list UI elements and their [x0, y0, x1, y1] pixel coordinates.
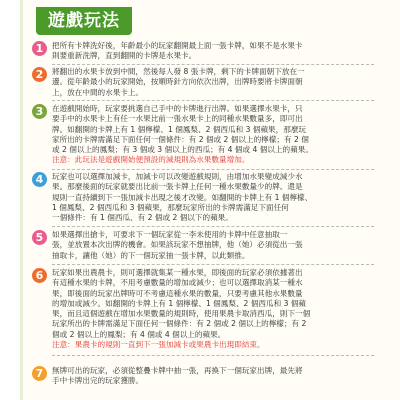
- divider: [52, 64, 374, 65]
- step-text-line: 在遊戲開始時，玩家要挑選自己手中的卡牌進行出牌。如果選擇水果卡，只: [52, 104, 303, 113]
- step-text-line: 手中卡牌出完的玩家獲勝。: [52, 376, 144, 386]
- step-number-badge: 5: [32, 230, 47, 245]
- step-text-line: 1 個鳳梨、2 個西瓜和 3 個蘋果，那麼玩家所出的卡牌需滿足下面任何: [52, 202, 289, 212]
- step-text-line: 張，並放置本次出牌的機會。如果該玩家不想抽牌，他（她）必須從出一張: [52, 240, 303, 250]
- step-text-line: 玩家也可以選擇加減卡，加減卡可以改變遊戲規則，由增加水果變成減少水: [52, 172, 303, 181]
- step-note: 注意：果農卡的規則一直到下一張加減卡或果農卡出現即結束。: [52, 340, 265, 350]
- step-text-line: 一個條件：有 1 個西瓜、有 2 個或 2 個以下的蘋果。: [52, 213, 233, 223]
- step-number-badge: 1: [32, 41, 47, 56]
- divider: [52, 169, 374, 170]
- step-text-line: 個或 2 個以上的鳳梨；有 4 個或 4 個以上的蘋果。: [52, 329, 226, 339]
- step-text-line: 的增加或減少。如翻開的卡牌上有 1 個檸檬、1 個鳳梨、2 個西瓜和 3 個蘋: [52, 298, 307, 308]
- step-4: [35, 172, 374, 223]
- divider: [52, 264, 374, 265]
- page-title: 遊戲玩法: [36, 7, 132, 35]
- step-text-line: 要手中的水果卡上有任一水果比前一張水果卡上的同種水果數量多，即可出: [52, 114, 303, 124]
- step-text-line: 玩家如果出農農卡，則可選擇就集某一種水果，即後面的玩家必須依據著出: [52, 268, 303, 277]
- step-number-badge: 2: [32, 67, 47, 82]
- step-text-line: 玩家所出的卡牌需滿足下面任何一個條件：有 2 個或 2 個以上的檸檬；有 2: [52, 319, 307, 329]
- step-text-line: 將翻出的水果卡放到中間，然後每人發 8 張卡牌，剩下的卡牌面朝下放在一: [52, 67, 305, 76]
- step-text-line: 如果選擇出搶卡，可要求下一個玩家從一李未使用的卡牌中任意抽取一: [52, 230, 288, 239]
- step-6: [35, 268, 374, 350]
- step-number-badge: 7: [32, 366, 47, 381]
- step-number-badge: 3: [32, 104, 47, 119]
- step-1: [35, 41, 374, 62]
- step-7: [35, 366, 374, 387]
- step-3: [35, 104, 374, 166]
- divider: [52, 226, 374, 227]
- step-text-line: 果，即後面的玩家出牌時可不考慮這種水果的數量，只要考慮其他水果數量: [52, 288, 303, 298]
- step-text-line: 無牌可出的玩家，必須從整疊卡牌中抽一張，再換下一個玩家出牌，最先將: [52, 366, 303, 375]
- step-note: 注意：此玩法是遊戲開始便預設的減規則為水果數量增加。: [52, 155, 250, 165]
- step-text-line: 或 2 個以上的鳳梨；有 3 個或 3 個以上的西瓜；有 4 個或 4 個以上的蘋果。: [52, 145, 313, 155]
- step-2: [35, 67, 374, 98]
- step-text-line: 則要重新洗牌，直到翻開的卡牌是水果卡。: [52, 51, 197, 61]
- step-text-line: 邊。從年齡最小的玩家開始，按順時針方向依次出牌，出牌時要將卡牌面朝: [52, 77, 303, 87]
- step-text-line: 抽取卡，讓他（她）的下一個玩家抽一張卡牌，以此類推。: [52, 250, 250, 260]
- step-text-line: 果，而且這個遊戲在增加水果數量的規則時，使用果農卡取消西瓜，則下一個: [52, 309, 311, 319]
- divider: [52, 100, 374, 101]
- step-text-line: 果。那麼後面的玩家就要出比前一張卡牌上任何一種水果數量少的牌。還是: [52, 182, 303, 192]
- step-text-line: 有這種水果的卡牌，不用考慮數量的增加或減少；也可以選擇取消某一種水: [52, 278, 303, 288]
- step-number-badge: 6: [32, 268, 47, 283]
- step-text-line: 把所有卡牌洗好後，年齡最小的玩家翻開最上面一張卡牌，如果不是水果卡: [52, 41, 303, 50]
- step-text-line: 上，放在中間的水果卡上。: [52, 87, 144, 97]
- step-text-line: 牌。如翻開的卡牌上有 1 個檸檬、1 個鳳梨、2 個西瓜和 3 個蘋果，那麼玩: [52, 124, 307, 134]
- step-5: [35, 230, 374, 261]
- step-text-line: 規則一直持續到下一張加減卡出現之後才改變。如翻開的卡牌上有 1 個檸檬、: [52, 192, 313, 202]
- divider: [52, 355, 374, 356]
- step-number-badge: 4: [32, 172, 47, 187]
- step-text-line: 家所出的卡牌需滿足下面任何一個條件：有 2 個或 2 個以上的檸檬；有 2 個: [52, 134, 309, 144]
